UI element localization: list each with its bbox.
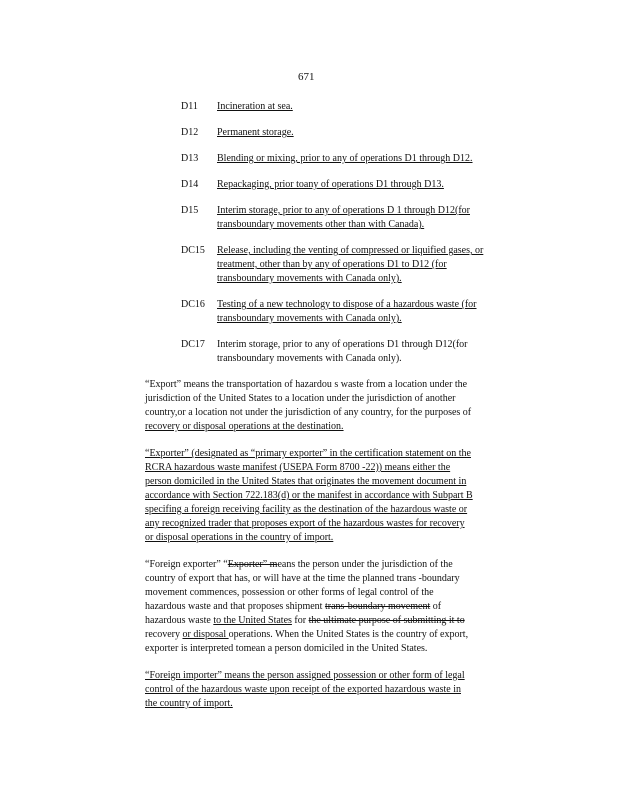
operation-description bbox=[217, 204, 541, 232]
text-run: hazardous waste and that proposes shipment bbox=[145, 601, 325, 612]
definition-line: country,or a location not under the jurisdiction of any country, for the purposes of bbox=[145, 407, 472, 418]
description-line: transboundary movements with Canada only). bbox=[217, 313, 402, 324]
struck-text: Exporter” m bbox=[227, 559, 278, 570]
definition-line: “Foreign importer” means the person assigned possession or other form of legal bbox=[145, 670, 465, 681]
description-line: Blending or mixing, prior to any of operations D1 through D12. bbox=[217, 153, 473, 164]
code-item-d12 bbox=[181, 126, 541, 140]
code-item-d14 bbox=[181, 178, 541, 192]
description-line: transboundary movements with Canada only). bbox=[217, 273, 402, 284]
text-run: for bbox=[291, 615, 309, 626]
description-line: Repackaging, prior toany of operations D1 through D13. bbox=[217, 179, 444, 190]
operation-description bbox=[217, 178, 541, 192]
definition-line: specifing a foreign receiving facility as the destination of the hazardous waste or bbox=[145, 504, 468, 515]
code-item-d13 bbox=[181, 152, 541, 166]
definition-foreign-exporter bbox=[145, 558, 540, 656]
operation-description bbox=[217, 298, 541, 326]
definition-line bbox=[145, 558, 540, 572]
definition-line: “Exporter” (designated as “primary exporter” in the certification statement on the bbox=[145, 448, 471, 459]
description-line: Incineration at sea. bbox=[217, 101, 293, 112]
definition-line: movement commences, possession or other forms of legal control of the bbox=[145, 587, 434, 598]
operation-description bbox=[217, 338, 541, 366]
struck-text: trans-boundary movement bbox=[324, 601, 431, 612]
definition-foreign-importer bbox=[145, 669, 540, 711]
code-item-d15 bbox=[181, 204, 541, 232]
operation-code: D15 bbox=[181, 205, 199, 216]
operation-code: D11 bbox=[181, 101, 198, 112]
definition-line: jurisdiction of the United States to a location under the jurisdiction of another bbox=[145, 393, 456, 404]
description-line: treatment, other than by any of operations D1 to D12 (for bbox=[217, 259, 447, 270]
inserted-text: or disposal bbox=[182, 629, 229, 640]
definitions-section bbox=[145, 378, 540, 724]
operation-code: D13 bbox=[181, 153, 199, 164]
definition-line: RCRA hazardous waste manifest (USEPA Form 8700 -22)) means either the bbox=[145, 462, 451, 473]
description-line: Interim storage, prior to any of operations D1 through D12(for bbox=[217, 339, 468, 350]
definition-line: any recognized trader that proposes export of the hazardous wastes for recovery bbox=[145, 518, 465, 529]
text-run: operations. When the United States is the country of export, bbox=[228, 629, 469, 640]
definition-line: accordance with Section 722.183(d) or the manifest in accordance with Subpart B bbox=[145, 490, 473, 501]
definition-line: or disposal operations in the country of import. bbox=[145, 532, 334, 543]
inserted-text: to the United States bbox=[213, 615, 292, 626]
operation-code: DC17 bbox=[181, 339, 205, 350]
code-item-dc15 bbox=[181, 244, 541, 286]
text-run: hazardous waste bbox=[145, 615, 214, 626]
operation-code: DC15 bbox=[181, 245, 205, 256]
text-run: eans the person under the jurisdiction of the bbox=[277, 559, 453, 570]
definition-line: exporter is interpreted tomean a person domiciled in the United States. bbox=[145, 643, 428, 654]
disposal-operation-codes bbox=[181, 100, 541, 378]
text-run: recovery bbox=[145, 629, 183, 640]
code-item-dc16 bbox=[181, 298, 541, 326]
code-item-dc17 bbox=[181, 338, 541, 366]
text-run: of bbox=[430, 601, 442, 612]
page-number: 671 bbox=[298, 71, 315, 83]
operation-description bbox=[217, 152, 541, 166]
operation-description bbox=[217, 244, 541, 286]
definition-line: “Export” means the transportation of hazardou s waste from a location under the bbox=[145, 379, 468, 390]
operation-code: D14 bbox=[181, 179, 199, 190]
definition-line: control of the hazardous waste upon receipt of the exported hazardous waste in bbox=[145, 684, 461, 695]
definition-line bbox=[145, 628, 540, 642]
description-line: Testing of a new technology to dispose of a hazardous waste (for bbox=[217, 299, 477, 310]
definition-exporter bbox=[145, 447, 540, 545]
operation-code: DC16 bbox=[181, 299, 205, 310]
description-line: transboundary movements with Canada only). bbox=[217, 353, 402, 364]
definition-line: person domiciled in the United States that originates the movement document in bbox=[145, 476, 467, 487]
struck-text: the ultimate purpose of submitting it to bbox=[308, 615, 465, 626]
code-item-d11 bbox=[181, 100, 541, 114]
definition-line bbox=[145, 600, 540, 614]
definition-line bbox=[145, 614, 540, 628]
operation-code: D12 bbox=[181, 127, 199, 138]
operation-description bbox=[217, 126, 541, 140]
description-line: Interim storage, prior to any of operations D 1 through D12(for bbox=[217, 205, 470, 216]
definition-export bbox=[145, 378, 540, 434]
definition-line: recovery or disposal operations at the destination. bbox=[145, 421, 344, 432]
description-line: Release, including the venting of compressed or liquified gases, or bbox=[217, 245, 484, 256]
definition-line: the country of import. bbox=[145, 698, 233, 709]
description-line: Permanent storage. bbox=[217, 127, 294, 138]
operation-description bbox=[217, 100, 541, 114]
text-run: “Foreign exporter” “ bbox=[145, 559, 228, 570]
definition-line: country of export that has, or will have at the time the planned trans -boundary bbox=[145, 573, 460, 584]
description-line: transboundary movements other than with Canada). bbox=[217, 219, 425, 230]
